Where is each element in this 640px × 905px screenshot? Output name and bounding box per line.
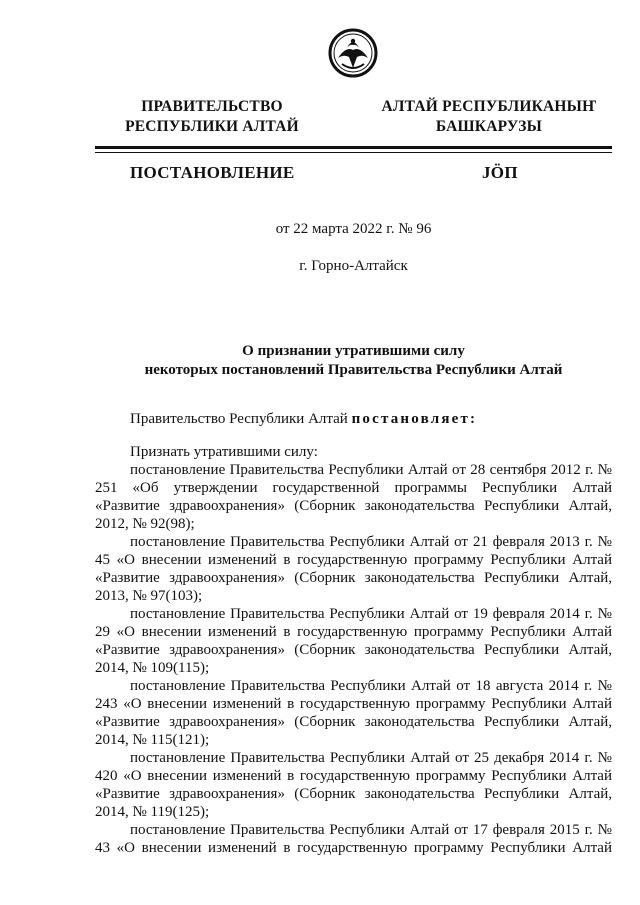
header-right-line2: БАШКАРУЗЫ [435,118,543,135]
header-right [374,97,604,137]
resolves-line [130,411,477,428]
body-item: постановление Правительства Республики Алтай от 28 сентября 2012 г. № 251 «Об утверждении государственной программы Республики Алтай «Развитие здравоохранения» (Сборник законодательства Республики Алтай, 2012, № 92(98); [95,462,612,532]
document-city: г. Горно-Алтайск [299,258,408,274]
body-item: постановление Правительства Республики Алтай от 19 февраля 2014 г. № 29 «О внесении изменений в государственную программу Республики Алтай «Развитие здравоохранения» (Сборник законодательства Республики Алтай, 2014, № 109(115); [95,606,612,676]
header-divider-thin [95,152,612,153]
resolves-verb: постановляет: [351,411,478,427]
doc-type-altai: JÖП [482,163,518,182]
document-title [95,342,612,380]
resolves-subject: Правительство Республики Алтай [130,411,352,427]
doc-type-russian: ПОСТАНОВЛЕНИЕ [130,163,295,182]
document-body [95,443,612,857]
title-line1: О признании утратившими силу [242,343,465,359]
body-item: постановление Правительства Республики Алтай от 17 февраля 2015 г. № 43 «О внесении изменений в государственную программу Республики Алтай [95,822,612,856]
header-left [112,97,312,137]
body-item: постановление Правительства Республики Алтай от 21 февраля 2013 г. № 45 «О внесении изменений в государственную программу Республики Алтай «Развитие здравоохранения» (Сборник законодательства Республики Алтай, 2013, № 97(103); [95,534,612,604]
header-divider-thick [95,146,612,149]
coat-of-arms-icon [328,28,378,78]
body-item: постановление Правительства Республики Алтай от 25 декабря 2014 г. № 420 «О внесении изменений в государственную программу Республики Алтай «Развитие здравоохранения» (Сборник законодательства Республики Алтай, 2014, № 119(125); [95,750,612,820]
body-intro: Признать утратившими силу: [130,444,318,460]
header-right-line1: АЛТАЙ РЕСПУБЛИКАНЫҤ [381,98,597,115]
header-left-line2: РЕСПУБЛИКИ АЛТАЙ [125,118,299,135]
document-date: от 22 марта 2022 г. № 96 [275,221,432,237]
title-line2: некоторых постановлений Правительства Республики Алтай [144,362,563,378]
body-item: постановление Правительства Республики Алтай от 18 августа 2014 г. № 243 «О внесении изменений в государственную программу Республики Алтай «Развитие здравоохранения» (Сборник законодательства Республики Алтай, 2014, № 115(121); [95,678,612,748]
header-left-line1: ПРАВИТЕЛЬСТВО [141,98,283,115]
